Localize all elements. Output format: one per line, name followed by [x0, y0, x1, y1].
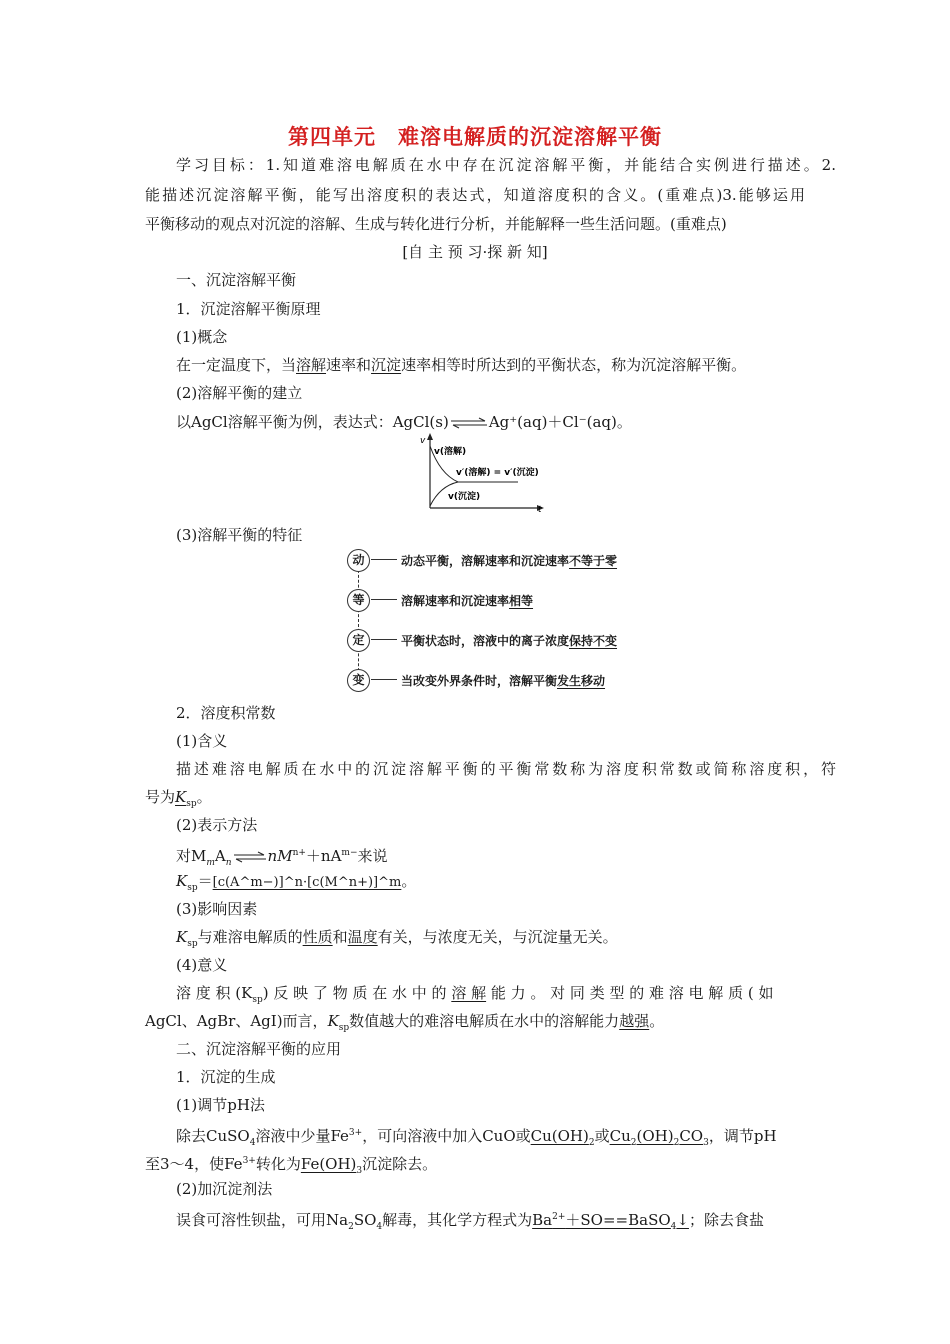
- ksp-definition-line-2: 号为$K_{sp}$。: [145, 788, 212, 809]
- feature-circle: 定: [347, 629, 370, 652]
- subsection-heading: 2．溶度积常数: [176, 704, 276, 722]
- paragraph-label: (3)影响因素: [176, 900, 258, 918]
- ph-method-line-1: 除去CuSO$_4$溶液中少量$Fe^{3+}$，可向溶液中加入CuO或$Cu(OH)_2$或$Cu_2(OH)_2CO_3$，调节pH: [176, 1127, 777, 1148]
- blank-answer: 越强: [619, 1012, 650, 1030]
- feature-text: 溶解速率和沉淀速率: [401, 594, 510, 608]
- objectives-line-1: 学习目标：1.知道难溶电解质在水中存在沉淀溶解平衡，并能结合实例进行描述。2.: [176, 156, 836, 174]
- ksp-expression: $K_{sp}=[c(A\^{}m-)]\^{}n\cdot[c(M\^{}n+)]\^{}m$。: [176, 872, 417, 893]
- feature-answer: 相等: [509, 594, 534, 608]
- feature-answer: 保持不变: [569, 634, 618, 648]
- blank-answer: $K_{sp}$: [175, 788, 197, 809]
- blank-answer: 沉淀: [371, 356, 402, 374]
- ph-method-line-2: 至3～4，使$Fe^{3+}$转化为$Fe(OH)_3$沉淀除去。: [145, 1155, 438, 1176]
- feature-text: 当改变外界条件时，溶解平衡: [401, 674, 558, 688]
- general-equation: 对$M_mA_n$ $nM^{n+}+nA^{m-}$来说: [176, 847, 388, 868]
- objectives-line-2: 能描述沉淀溶解平衡，能写出溶度积的表达式，知道溶度积的含义。(重难点)3.能够运用: [145, 186, 805, 204]
- paragraph-label: (2)溶解平衡的建立: [176, 384, 303, 402]
- feature-circle: 等: [347, 589, 370, 612]
- blank-answer: 溶 解: [451, 984, 487, 1002]
- rate-time-graph: [418, 432, 550, 514]
- subsection-heading: 1．沉淀溶解平衡原理: [176, 300, 321, 318]
- curve-label-precip: v(沉淀): [448, 492, 481, 502]
- paragraph-label: (4)意义: [176, 956, 228, 974]
- features-diagram: [345, 547, 665, 695]
- ksp-meaning-line-1: 溶 度 积 $(K_{sp})$ 反 映 了 物 质 在 水 中 的 溶 解 能 力 。 对 同 类 型 的 难 溶 电 解 质 ( 如: [176, 984, 774, 1005]
- feature-row: [345, 629, 665, 651]
- blank-answer: 温度: [347, 928, 378, 946]
- subsection-heading: 1．沉淀的生成: [176, 1068, 276, 1086]
- blank-answer: $Ba^{2+}+SO==BaSO_4↓$: [532, 1211, 689, 1232]
- ksp-factors: $K_{sp}$与难溶电解质的性质和温度有关，与浓度无关，与沉淀量无关。: [176, 928, 618, 949]
- feature-row: [345, 549, 665, 571]
- objectives-line-3: 平衡移动的观点对沉淀的溶解、生成与转化进行分析，并能解释一些生活问题。(重难点): [145, 215, 727, 233]
- axis-label-v: v: [420, 436, 426, 446]
- feature-row: [345, 589, 665, 611]
- paragraph-label: (1)概念: [176, 328, 228, 346]
- blank-answer: 性质: [302, 928, 333, 946]
- paragraph-label: (3)溶解平衡的特征: [176, 526, 303, 544]
- blank-answer: [c(A^m−)]^n·[c(M^n+)]^m: [212, 875, 402, 890]
- feature-text: 动态平衡，溶解速率和沉淀速率: [401, 554, 570, 568]
- precipitant-method-line-1: 误食可溶性钡盐，可用$Na_2SO_4$解毒，其化学方程式为$Ba^{2+}+SO==BaSO_4↓$；除去食盐: [176, 1211, 764, 1232]
- curve-label-dissolve: v(溶解): [434, 447, 467, 457]
- paragraph-label: (2)加沉淀剂法: [176, 1180, 273, 1198]
- curve-label-equal: v′(溶解) = v′(沉淀): [456, 468, 539, 478]
- feature-circle: 动: [347, 549, 370, 572]
- concept-text: 在一定温度下，当溶解速率和沉淀速率相等时所达到的平衡状态，称为沉淀溶解平衡。: [176, 356, 747, 374]
- paragraph-label: (2)表示方法: [176, 816, 258, 834]
- blank-answer: $Fe(OH)_3$: [300, 1155, 363, 1176]
- feature-row: [345, 669, 665, 691]
- page-title: 第四单元 难溶电解质的沉淀溶解平衡: [288, 125, 662, 149]
- ksp-meaning-line-2: AgCl、AgBr、AgI)而言，$K_{sp}$数值越大的难溶电解质在水中的溶解能力越强。: [145, 1012, 665, 1033]
- axis-label-t: t: [538, 505, 542, 514]
- feature-answer: 发生移动: [557, 674, 606, 688]
- blank-answer: $Cu_2(OH)_2CO_3$: [609, 1127, 709, 1148]
- section-banner: [自 主 预 习·探 新 知]: [402, 243, 548, 261]
- paragraph-label: (1)调节pH法: [176, 1096, 265, 1114]
- ksp-definition-line-1: 描述难溶电解质在水中的沉淀溶解平衡的平衡常数称为溶度积常数或简称溶度积，符: [176, 760, 836, 778]
- section-heading-2: 二、沉淀溶解平衡的应用: [176, 1040, 342, 1058]
- blank-answer: 溶解: [296, 356, 327, 374]
- equilibrium-arrow-icon: [449, 417, 489, 429]
- agcl-equation: 以AgCl溶解平衡为例，表达式：AgCl(s) Ag⁺(aq)＋Cl⁻(aq)。: [176, 413, 632, 431]
- feature-answer: 不等于零: [569, 554, 618, 568]
- feature-circle: 变: [347, 669, 370, 692]
- feature-text: 平衡状态时，溶液中的离子浓度: [401, 634, 570, 648]
- section-heading-1: 一、沉淀溶解平衡: [176, 271, 297, 289]
- equilibrium-arrow-icon: [232, 851, 268, 863]
- blank-answer: $Cu(OH)_2$: [530, 1127, 595, 1148]
- paragraph-label: (1)含义: [176, 732, 228, 750]
